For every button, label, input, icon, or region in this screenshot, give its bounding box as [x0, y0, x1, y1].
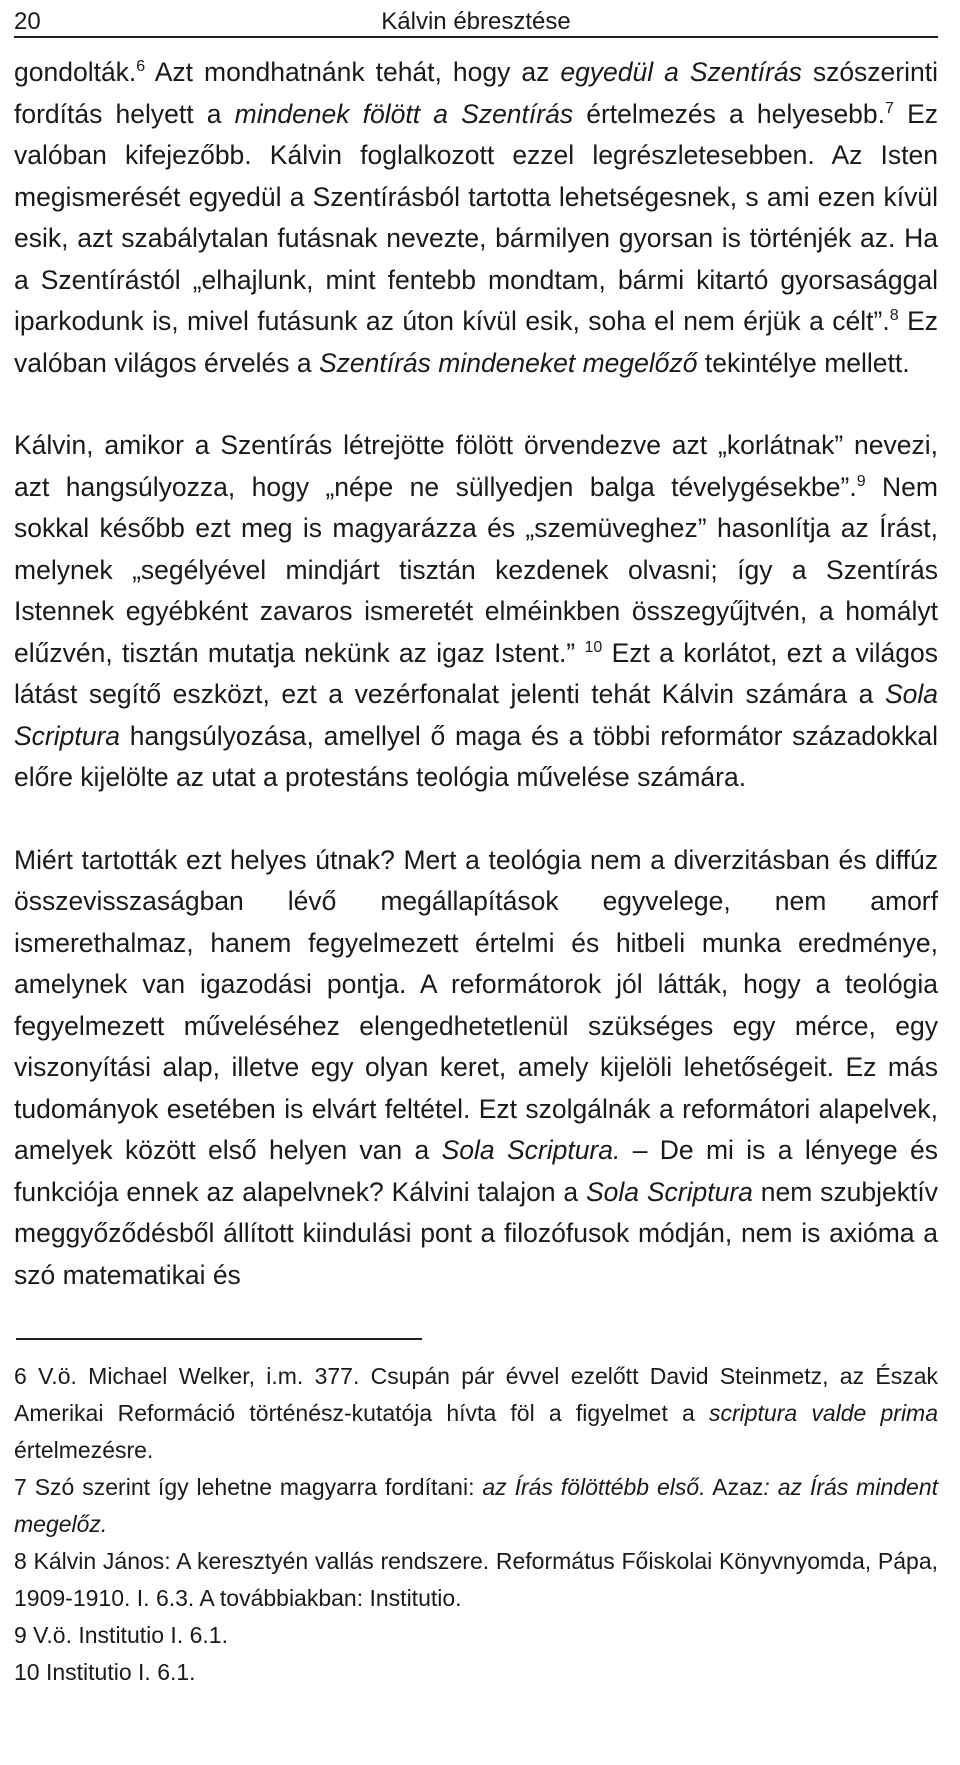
footnote-ref[interactable]: 8 — [889, 307, 899, 324]
italic-text: Sola Scriptura — [14, 679, 938, 751]
footnote-number: 9 — [14, 1622, 27, 1648]
footnote — [14, 1543, 938, 1617]
text-run: gondolták. — [14, 57, 137, 87]
text-run: nem szubjektív meggyőződésből állított kiindulási pont a filozófusok módján, nem is axióma a szó matematikai és — [14, 1176, 938, 1290]
footnote-number: 6 — [14, 1363, 27, 1389]
running-title: Kálvin ébresztése — [381, 8, 571, 35]
text-run: V.ö. Michael Welker, i.m. 377. Csupán pár évvel ezelőtt David Steinmetz, az Észak Amerikai Reformáció történész-kutatója hívta föl a figyelmet a — [14, 1363, 938, 1426]
text-run: Azaz — [705, 1474, 764, 1500]
text-run: Kálvin János: A keresztyén vallás rendszere. Református Főiskolai Könyvnyomda, Pápa, 1909-1910. I. 6.3. A továbbiakban: Institutio. — [14, 1548, 938, 1611]
footnote — [14, 1654, 938, 1691]
text-run: Institutio I. 6.1. — [39, 1659, 196, 1685]
footnote-separator — [16, 1338, 422, 1340]
text-run: Kálvin, amikor a Szentírás létrejötte fölött örvendezve azt „korlátnak” nevezi, azt hangsúlyozza, hogy „népe ne süllyedjen balga tévelygésekbe”. — [14, 430, 938, 502]
running-head — [14, 0, 938, 38]
text-run: hangsúlyozása, amellyel ő maga és a többi reformátor századokkal előre kijelölte az utat a protestáns teológia művelése számára. — [14, 720, 938, 792]
footnote-ref[interactable]: 6 — [136, 58, 146, 75]
italic-text: : az Írás mindent megelőz. — [14, 1474, 939, 1537]
page-number: 20 — [14, 8, 41, 35]
footnote-number: 7 — [14, 1474, 27, 1500]
text-run: szószerinti fordítás helyett a — [14, 57, 938, 129]
footnote-number: 8 — [14, 1548, 27, 1574]
footnote-ref[interactable]: 7 — [885, 99, 894, 117]
footnote-ref[interactable]: 10 — [584, 638, 603, 656]
footnotes — [14, 1358, 938, 1691]
footnote — [14, 1469, 938, 1543]
text-run: Azt mondhatnánk tehát, hogy az — [145, 57, 561, 87]
footnote-number: 10 — [14, 1659, 40, 1685]
footnote — [14, 1617, 938, 1654]
text-run: Miért tartották ezt helyes útnak? Mert a teológia nem a diverzitásban és diffúz összevisszaságban lévő megállapítások egyvelege, nem amorf ismerethalmaz, hanem fegyelmezett értelmi és hitbeli munka eredménye, amelynek van igazodási pontja. A reformátorok jól látták, hogy a teológia fegyelmezett műveléséhez elengedhetetlenül szükséges egy mérce, egy viszonyítási alap, illetve egy olyan keret, amely kijelöli lehetőségeit. Ez más tudományok esetében is elvárt feltétel. Ezt szolgálnák a reformátori alapelvek, amelyek között első helyen van a — [14, 844, 938, 1165]
italic-text: az Írás fölöttébb első. — [482, 1474, 706, 1500]
text-run: – De mi is a lényege és funkciója ennek az alapelvnek? Kálvini talajon a — [14, 1135, 938, 1207]
paragraph — [14, 425, 938, 799]
text-run: Ez valóban világos érvelés a — [14, 306, 938, 378]
text-run: V.ö. Institutio I. 6.1. — [26, 1622, 228, 1648]
italic-text: Sola Scriptura — [586, 1176, 753, 1207]
text-run: Ezt a korlátot, ezt a világos látást segítő eszközt, ezt a vezérfonalat jelenti tehát Kálvin számára a — [14, 637, 938, 709]
text-run: értelmezés a helyesebb. — [573, 98, 886, 129]
italic-text: egyedül a Szentírás — [560, 57, 802, 87]
text-run: Ez valóban kifejezőbb. Kálvin foglalkozott ezzel legrészletesebben. Az Isten megismerését egyedül a Szentírásból tartotta lehetségesnek, s ami ezen kívül esik, azt szabálytalan futásnak nevezte, bármilyen gyorsan is történjék az. Ha a Szentírástól „elhajlunk, mint fentebb mondtam, bármi kitartó gyorsasággal iparkodunk is, mivel futásunk az úton kívül esik, soha el nem érjük a célt”. — [14, 98, 939, 336]
italic-text: Sola Scriptura. — [441, 1135, 621, 1165]
footnote — [14, 1358, 938, 1469]
paragraph — [14, 52, 938, 384]
italic-text: mindenek fölött a Szentírás — [234, 98, 574, 129]
text-run: értelmezésre. — [14, 1437, 154, 1463]
paragraph — [14, 840, 938, 1297]
text-run: Szó szerint így lehetne magyarra fordítani: — [26, 1474, 483, 1500]
body-text — [14, 52, 938, 1296]
italic-text: Szentírás mindeneket megelőző — [318, 347, 698, 378]
italic-text: scriptura valde prima — [708, 1400, 939, 1426]
text-run: Nem sokkal később ezt meg is magyarázza és „szemüveghez” hasonlítja az Írást, melynek „segélyével mindjárt tisztán kezdenek olvasni; így a Szentírás Istennek egyébként zavaros ismeretét elméinkben összegyűjtvén, a homályt elűzvén, tisztán mutatja nekünk az igaz Istent.” — [14, 471, 938, 668]
footnote-ref[interactable]: 9 — [856, 472, 866, 490]
text-run: tekintélye mellett. — [697, 347, 910, 378]
